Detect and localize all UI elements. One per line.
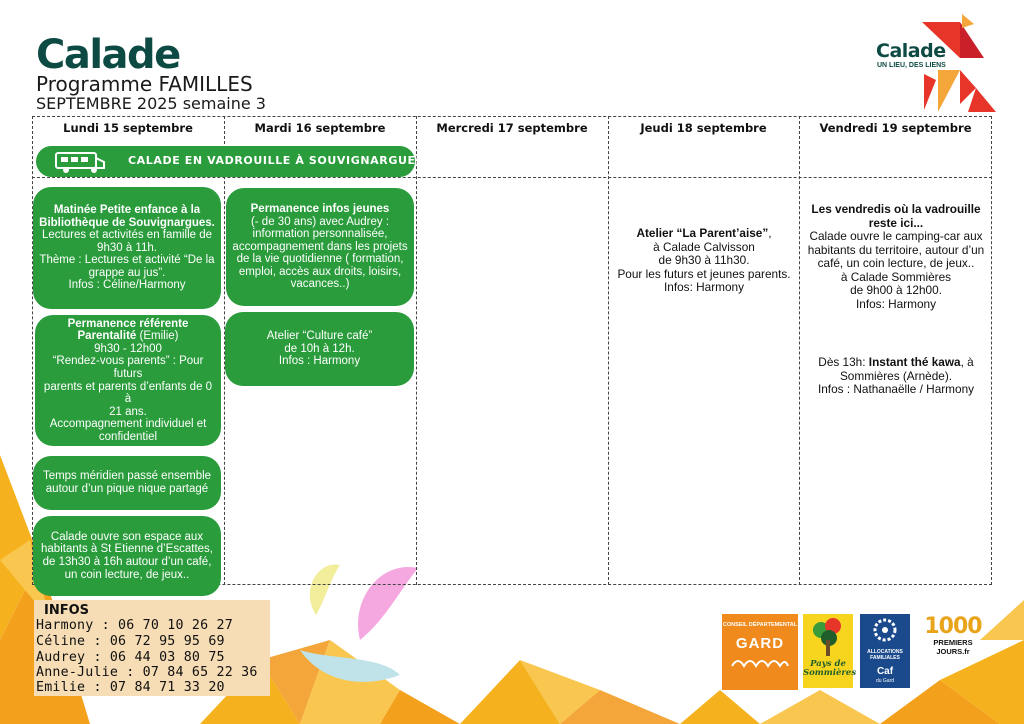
banner-text: CALADE EN VADROUILLE À SOUVIGNARGUES — [128, 154, 425, 167]
event-line: Accompagnement individuel et — [49, 418, 207, 431]
event-line: un coin lecture, de jeux.. — [64, 568, 190, 581]
event-vendredis-vadrouille — [801, 203, 991, 311]
contact-line: Harmony : 06 70 10 26 27 — [36, 618, 233, 633]
program-subtitle: Programme FAMILLES — [36, 72, 253, 96]
event-line: (Emilie) — [136, 330, 179, 343]
event-title: Instant thé kawa — [868, 355, 961, 369]
logo-name: Calade — [876, 40, 946, 62]
event-line: 9h30 à 11h. — [97, 241, 157, 254]
event-title: Atelier “La Parent’aise” — [636, 226, 769, 240]
event-line: Lectures et activités en famille de — [41, 229, 213, 242]
event-line: “Rendez-vous parents” : Pour futurs — [52, 355, 204, 380]
event-line: de la vie quotidienne ( formation, — [236, 253, 404, 266]
event-line: de 10h à 12h. — [284, 342, 355, 355]
event-line: Infos : Céline/Harmony — [68, 279, 186, 292]
event-parent-aise — [610, 227, 798, 295]
event-line: parents et parents d’enfants de 0 à — [43, 380, 213, 406]
event-line: information personnalisée, — [252, 228, 388, 241]
logo-tagline: UN LIEU, DES LIENS — [877, 62, 946, 69]
event-title: reste ici... — [868, 215, 924, 230]
event-line: de 13h30 à 16h autour d’un café, — [42, 556, 212, 568]
event-matinee-petite-enfance — [33, 187, 221, 309]
event-permanence-parentalite — [35, 315, 221, 446]
day-header-mercredi: Mercredi 17 septembre — [436, 121, 588, 135]
event-title: Parentalité — [77, 330, 137, 343]
event-line: Infos: Harmony — [664, 280, 744, 294]
event-line: Temps méridien passé ensemble — [42, 470, 212, 483]
brand-title: Calade — [36, 32, 180, 78]
day-header-vendredi: Vendredi 19 septembre — [819, 121, 972, 135]
event-title: Permanence infos jeunes — [250, 202, 390, 215]
event-culture-cafe — [225, 312, 414, 386]
event-line: Sommières (Arnède). — [839, 368, 953, 383]
event-line: vacances..) — [290, 278, 350, 291]
partner-label: PREMIERS — [933, 638, 973, 647]
caf-emblem-icon — [860, 614, 910, 646]
event-line: , — [768, 226, 772, 240]
event-line: Atelier “Culture café” — [266, 330, 373, 343]
event-line: Thème : Lectures et activité “De la — [39, 254, 215, 267]
tree-icon — [803, 614, 853, 658]
event-line: à Calade Calvisson — [653, 239, 755, 254]
event-line: 21 ans. — [109, 405, 147, 418]
event-line: à Calade Sommières — [840, 269, 952, 284]
event-line: café, un coin lecture, de jeux.. — [817, 256, 975, 270]
partner-label: Caf — [876, 666, 894, 677]
partner-logo-gard — [722, 614, 798, 690]
day-header-jeudi: Jeudi 18 septembre — [640, 121, 767, 135]
infos-title: INFOS — [44, 603, 90, 618]
partner-logo-1000-premiers-jours — [922, 614, 984, 684]
event-instant-the-kawa — [801, 356, 991, 397]
event-line: Infos : Harmony — [278, 355, 361, 368]
contact-line: Anne-Julie : 07 84 65 22 36 — [36, 665, 258, 680]
infos-box — [34, 600, 270, 696]
event-line: confidentiel — [98, 430, 158, 443]
program-week: SEPTEMBRE 2025 semaine 3 — [36, 94, 266, 113]
event-line: (- de 30 ans) avec Audrey : — [250, 215, 390, 228]
event-title: Bibliothèque de Souvignargues. — [39, 216, 215, 229]
partner-label: Pays de Sommières — [803, 659, 857, 678]
event-espace-habitants — [33, 516, 221, 596]
bridge-icon — [730, 652, 790, 668]
event-permanence-infos-jeunes — [226, 188, 414, 306]
partner-label: du Gard — [875, 678, 895, 684]
partner-logo-pays-de-sommieres — [803, 614, 857, 688]
column-divider — [416, 116, 417, 585]
contact-line: Céline : 06 72 95 95 69 — [36, 634, 225, 649]
event-temps-meridien — [33, 456, 221, 510]
partner-label: JOURS.fr — [936, 646, 970, 656]
partner-logo-caf — [860, 614, 910, 688]
vadrouille-banner — [36, 146, 425, 177]
event-line: accompagnement dans les projets — [232, 240, 408, 253]
event-line: Dès 13h: — [818, 355, 869, 369]
event-line: Calade ouvre son espace aux — [50, 530, 204, 543]
partner-label: ALLOCATIONS FAMILIALES — [867, 649, 903, 661]
partner-label: 1000 — [924, 614, 982, 639]
event-line: habitants du territoire, autour d’un — [807, 242, 985, 257]
event-line: Pour les futurs et jeunes parents. — [617, 266, 791, 281]
event-title: Permanence référente — [67, 317, 189, 330]
event-line: , à — [960, 355, 974, 369]
event-line: emploi, accès aux droits, loisirs, — [238, 265, 402, 278]
event-line: Calade ouvre le camping-car aux — [809, 229, 983, 243]
row-divider — [32, 177, 992, 178]
camper-van-icon — [54, 150, 108, 174]
partner-label: GARD — [735, 635, 785, 652]
event-title: Matinée Petite enfance à la — [53, 203, 201, 216]
event-line: habitants à St Etienne d’Escattes, — [41, 543, 213, 556]
event-title: Les vendredis où la vadrouille — [811, 202, 981, 216]
partner-label: CONSEIL DÉPARTEMENTAL — [722, 622, 798, 628]
day-header-mardi: Mardi 16 septembre — [254, 121, 386, 135]
contact-line: Audrey : 06 44 03 80 75 — [36, 650, 225, 665]
event-line: 9h30 - 12h00 — [94, 342, 162, 355]
day-header-lundi: Lundi 15 septembre — [63, 121, 193, 135]
event-line: grappe au jus”. — [88, 266, 166, 279]
event-line: de 9h30 à 11h30. — [658, 253, 750, 267]
event-line: de 9h00 à 12h00. — [850, 283, 942, 297]
contact-line: Emilie : 07 84 71 33 20 — [36, 680, 225, 695]
event-line: Infos : Nathanaëlle / Harmony — [817, 382, 975, 396]
column-divider — [799, 116, 800, 585]
column-divider — [608, 116, 609, 585]
event-line: autour d’un pique nique partagé — [45, 483, 209, 495]
event-line: Infos: Harmony — [856, 296, 936, 311]
